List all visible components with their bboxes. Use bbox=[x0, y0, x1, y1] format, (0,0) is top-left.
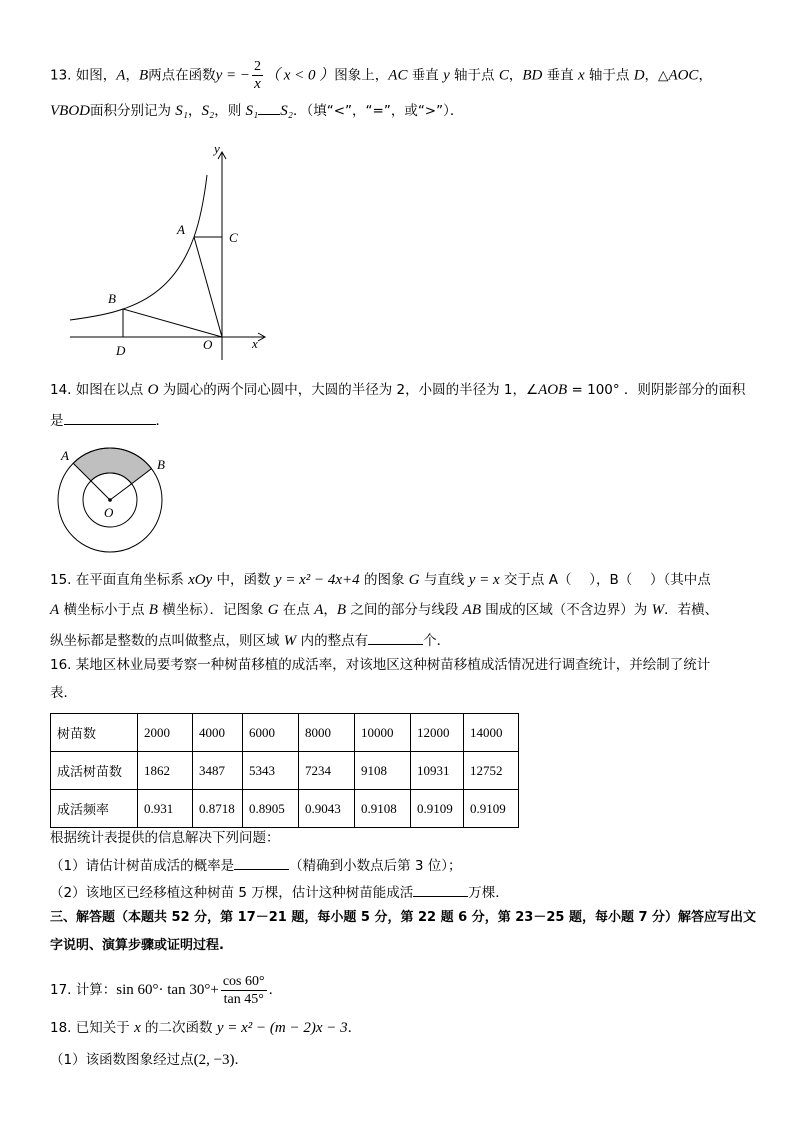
numerator: cos 60° bbox=[222, 973, 265, 989]
text: ． bbox=[234, 1052, 249, 1068]
var: xOy bbox=[188, 572, 213, 588]
var: x bbox=[577, 67, 585, 84]
table-cell: 成活树苗数 bbox=[51, 752, 138, 790]
table-cell: 10931 bbox=[411, 752, 464, 790]
q18 bbox=[50, 1018, 361, 1038]
label-b: B bbox=[157, 457, 165, 472]
table-cell: 12752 bbox=[464, 752, 519, 790]
text: 是 bbox=[50, 413, 64, 429]
table-cell: 8000 bbox=[299, 714, 355, 752]
text: 17. 计算： bbox=[50, 982, 117, 998]
table-row bbox=[51, 790, 519, 828]
var: A bbox=[314, 602, 324, 618]
text: 两点在函数 bbox=[148, 67, 216, 84]
text: 为圆心的两个同心圆中，大圆的半径为 2，小圆的半径为 1，∠ bbox=[158, 382, 539, 398]
text: 与直线 bbox=[419, 572, 469, 588]
table-cell: 0.931 bbox=[138, 790, 193, 828]
table-row bbox=[51, 752, 519, 790]
var: G bbox=[267, 602, 279, 618]
text: 个． bbox=[423, 633, 451, 649]
q14-line1 bbox=[50, 380, 745, 400]
text: （精确到小数点后第 3 位）； bbox=[289, 858, 462, 874]
text: ， bbox=[125, 67, 139, 84]
answer-blank[interactable] bbox=[64, 410, 156, 425]
var: S₁ bbox=[245, 103, 259, 119]
table-cell: 14000 bbox=[464, 714, 519, 752]
function: y = x² − 4x+4 bbox=[274, 572, 360, 588]
stats-table bbox=[50, 713, 519, 828]
radius-ob bbox=[110, 484, 132, 500]
text: 面积分别记为 bbox=[90, 103, 176, 119]
answer-blank[interactable] bbox=[368, 630, 423, 645]
q15-line3 bbox=[50, 630, 450, 651]
table-cell: 2000 bbox=[138, 714, 193, 752]
q14-figure bbox=[58, 448, 162, 552]
label-o: O bbox=[104, 505, 114, 520]
table-row bbox=[51, 714, 519, 752]
table-cell: 9108 bbox=[355, 752, 411, 790]
table-cell: 0.9043 bbox=[299, 790, 355, 828]
var: G bbox=[408, 572, 420, 588]
expression: sin 60°· tan 30°+ bbox=[116, 982, 219, 998]
label-x: x bbox=[252, 336, 258, 351]
q16-line2: 表． bbox=[50, 685, 77, 701]
table-cell: 0.9109 bbox=[464, 790, 519, 828]
text: ． bbox=[155, 413, 169, 429]
answer-blank[interactable] bbox=[234, 855, 289, 870]
answer-blank[interactable] bbox=[413, 882, 468, 897]
section3-heading: 三、解答题（本题共 52 分，第 17－21 题，每小题 5 分，第 22 题 6 分，第 23－25 题，每小题 7 分）解答应写出文 bbox=[50, 910, 757, 925]
var: S₂ bbox=[201, 103, 215, 119]
q16-part1 bbox=[50, 855, 462, 876]
label-c: C bbox=[229, 230, 238, 245]
text: 纵坐标都是整数的点叫做整点，则区域 bbox=[50, 633, 284, 649]
label-a: A bbox=[177, 222, 185, 237]
q14-line2 bbox=[50, 410, 169, 431]
function: y = x² − (m − 2)x − 3 bbox=[216, 1020, 348, 1036]
var: S₁ bbox=[175, 103, 189, 119]
text: 中，函数 bbox=[212, 572, 275, 588]
point: (2, −3) bbox=[193, 1052, 235, 1068]
var: BD bbox=[522, 67, 543, 84]
text: （1）请估计树苗成活的概率是 bbox=[50, 858, 235, 874]
q15-line2 bbox=[50, 600, 718, 620]
var: B bbox=[148, 602, 158, 618]
text: 13. 如图， bbox=[50, 67, 117, 84]
table-cell: 4000 bbox=[193, 714, 243, 752]
q17 bbox=[50, 972, 282, 1008]
text: 图象上， bbox=[334, 67, 389, 84]
label-b: B bbox=[108, 291, 116, 306]
text: 交于点 A（ ），B（ ）（其中点 bbox=[499, 572, 711, 588]
condition: （ x < 0 ） bbox=[265, 67, 335, 84]
text: 14. 如图在以点 bbox=[50, 382, 148, 398]
var: C bbox=[498, 67, 509, 84]
text: 在点 bbox=[278, 602, 315, 618]
text: 的二次函数 bbox=[140, 1020, 217, 1036]
text: 轴于点 bbox=[449, 67, 499, 84]
table-cell: 12000 bbox=[411, 714, 464, 752]
text: 轴于点 bbox=[584, 67, 634, 84]
table-cell: 7234 bbox=[299, 752, 355, 790]
label-y: y bbox=[214, 141, 220, 156]
text: ， bbox=[698, 67, 712, 84]
text: 内的整点有 bbox=[296, 633, 369, 649]
var: O bbox=[147, 382, 159, 398]
text: 围成的区域（不含边界）为 bbox=[480, 602, 652, 618]
var: AC bbox=[388, 67, 408, 84]
text: ， bbox=[188, 103, 202, 119]
var-b: B bbox=[138, 67, 149, 84]
text: 之间的部分与线段 bbox=[346, 602, 463, 618]
text: ． bbox=[268, 982, 283, 998]
denominator: tan 45° bbox=[223, 991, 264, 1007]
table-cell: 3487 bbox=[193, 752, 243, 790]
segment-bo bbox=[123, 309, 222, 337]
segment-ao bbox=[194, 237, 222, 337]
text: 的图象 bbox=[359, 572, 409, 588]
table-cell: 1862 bbox=[138, 752, 193, 790]
center-point bbox=[109, 499, 112, 502]
shaded-sector bbox=[73, 448, 151, 484]
label-d: D bbox=[116, 343, 126, 358]
denominator: x bbox=[254, 76, 261, 92]
q18-part1 bbox=[50, 1050, 248, 1070]
var: A bbox=[50, 602, 60, 618]
text: = 100° ．则阴影部分的面积 bbox=[567, 382, 746, 398]
var: x bbox=[134, 1020, 141, 1036]
text: 横坐标小于点 bbox=[59, 602, 149, 618]
text: 垂直 bbox=[407, 67, 444, 84]
text: ， bbox=[508, 67, 523, 84]
table-cell: 成活频率 bbox=[51, 790, 138, 828]
q13-figure bbox=[70, 152, 265, 360]
var: y bbox=[443, 67, 450, 84]
var: AB bbox=[462, 602, 481, 618]
q15-line1 bbox=[50, 570, 711, 590]
table-cell: 10000 bbox=[355, 714, 411, 752]
text: 横坐标）．记图象 bbox=[157, 602, 268, 618]
q16-part2 bbox=[50, 882, 509, 903]
text: ，△ bbox=[644, 67, 669, 84]
text: ．（填“<”，“=”，或“>”）． bbox=[292, 103, 464, 119]
function: y = − bbox=[215, 67, 251, 84]
table-cell: 0.8905 bbox=[243, 790, 299, 828]
text: ．若横、 bbox=[664, 602, 719, 618]
text: （2）该地区已经移植这种树苗 5 万棵，估计这种树苗能成活 bbox=[50, 885, 414, 901]
var: D bbox=[633, 67, 645, 84]
var-a: A bbox=[116, 67, 126, 84]
table-cell: 0.8718 bbox=[193, 790, 243, 828]
table-cell: 6000 bbox=[243, 714, 299, 752]
q16-instruction: 根据统计表提供的信息解决下列问题： bbox=[50, 830, 280, 846]
var: AOB bbox=[538, 382, 568, 398]
text: 18. 已知关于 bbox=[50, 1020, 135, 1036]
text: 垂直 bbox=[542, 67, 578, 84]
table-cell: 0.9109 bbox=[411, 790, 464, 828]
text: ， bbox=[323, 602, 337, 618]
table-cell: 树苗数 bbox=[51, 714, 138, 752]
table-cell: 0.9108 bbox=[355, 790, 411, 828]
var: W bbox=[651, 602, 665, 618]
var: VBOD bbox=[50, 103, 90, 119]
var: AOC bbox=[668, 67, 699, 84]
text: ，则 bbox=[214, 103, 246, 119]
var: B bbox=[336, 602, 347, 618]
var: W bbox=[283, 633, 297, 649]
radius-oa bbox=[91, 481, 110, 500]
var: S₂ bbox=[280, 103, 293, 119]
table-cell: 5343 bbox=[243, 752, 299, 790]
section3-heading-cont: 字说明、演算步骤或证明过程. bbox=[50, 938, 224, 953]
text: 万棵． bbox=[468, 885, 509, 901]
text: ． bbox=[347, 1020, 362, 1036]
label-a: A bbox=[61, 448, 69, 463]
function: y = x bbox=[468, 572, 500, 588]
hyperbola-curve bbox=[70, 175, 207, 320]
label-o: O bbox=[203, 337, 213, 352]
text: （1）该函数图象经过点 bbox=[50, 1052, 194, 1068]
text: 15. 在平面直角坐标系 bbox=[50, 572, 189, 588]
numerator: 2 bbox=[254, 59, 262, 74]
fraction bbox=[221, 973, 267, 1008]
q16-line1: 16. 某地区林业局要考察一种树苗移植的成活率，对该地区这种树苗移植成活情况进行调查统计，并绘制了统计 bbox=[50, 657, 711, 673]
